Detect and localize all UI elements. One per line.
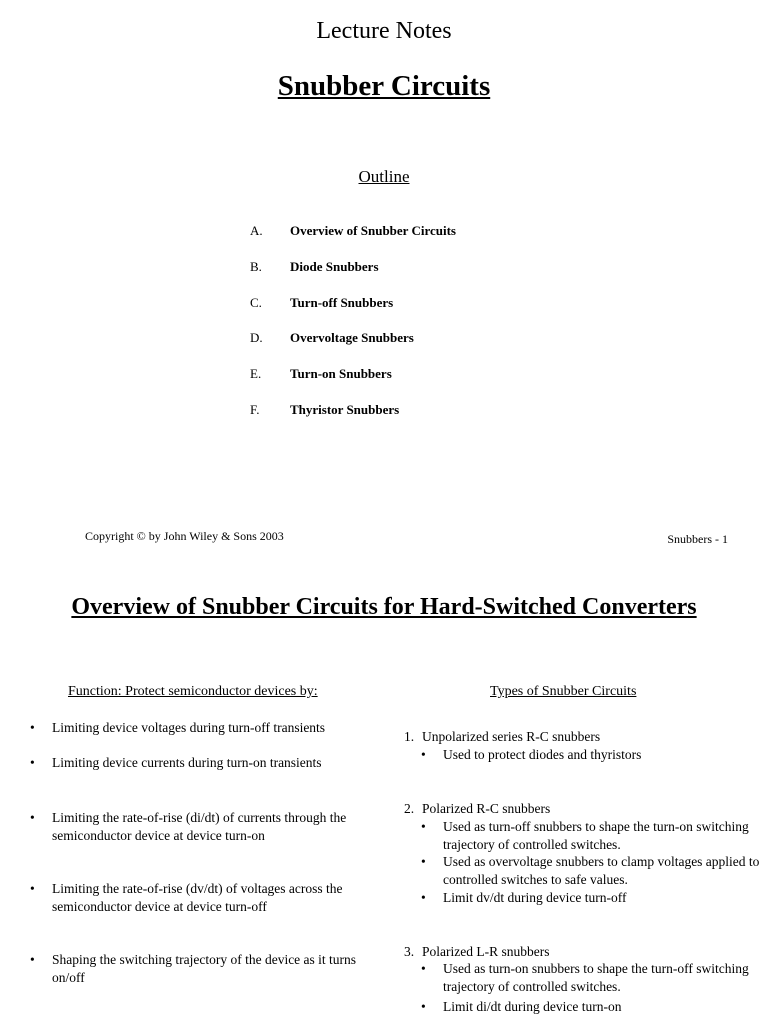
- outline-item: [250, 402, 399, 418]
- outline-item: [250, 330, 414, 346]
- bullet-icon: •: [421, 890, 426, 905]
- sub-text: Used as turn-on snubbers to shape the turn-off switching trajectory of controlled switches.: [443, 961, 749, 994]
- bullet-icon: •: [421, 961, 426, 976]
- type-number: 1.: [404, 729, 415, 744]
- outline-letter: C.: [250, 295, 262, 310]
- bullet-icon: •: [30, 952, 35, 967]
- outline-item: [250, 366, 392, 382]
- type-sub-bullet: [421, 818, 763, 854]
- sub-text: Used as overvoltage snubbers to clamp voltages applied to controlled switches to safe values.: [443, 854, 760, 887]
- bullet-icon: •: [30, 755, 35, 770]
- function-bullet: [30, 719, 392, 737]
- page-title: Snubber Circuits: [277, 70, 491, 102]
- outline-text: Turn-off Snubbers: [290, 295, 394, 310]
- bullet-icon: •: [30, 720, 35, 735]
- outline-text: Thyristor Snubbers: [290, 402, 400, 417]
- type-text: Unpolarized series R-C snubbers: [422, 729, 601, 744]
- type-sub-bullet: [421, 853, 763, 889]
- type-text: Polarized L-R snubbers: [422, 944, 550, 959]
- outline-letter: B.: [250, 259, 262, 274]
- page-label: Snubbers - 1: [667, 532, 728, 546]
- function-text: Limiting the rate-of-rise (dv/dt) of voltages across the semiconductor device at device turn-off: [52, 881, 343, 914]
- type-text: Polarized R-C snubbers: [422, 801, 551, 816]
- lecture-notes-header: Lecture Notes: [316, 18, 452, 44]
- bullet-icon: •: [30, 810, 35, 825]
- outline-text: Overvoltage Snubbers: [290, 330, 414, 345]
- type-sub-bullet: [421, 746, 763, 764]
- sub-text: Used as turn-off snubbers to shape the turn-on switching trajectory of controlled switches.: [443, 819, 749, 852]
- function-text: Shaping the switching trajectory of the device as it turns on/off: [52, 952, 357, 985]
- bullet-icon: •: [421, 854, 426, 869]
- outline-letter: A.: [250, 223, 263, 238]
- outline-item: [250, 259, 379, 275]
- outline-letter: D.: [250, 330, 263, 345]
- snubber-type-item: [404, 800, 744, 818]
- function-bullet: [30, 880, 392, 916]
- outline-item: [250, 295, 393, 311]
- function-bullet: [30, 951, 392, 987]
- bullet-icon: •: [421, 819, 426, 834]
- bullet-icon: •: [421, 999, 426, 1014]
- snubber-type-item: [404, 728, 744, 746]
- function-heading: Function: Protect semiconductor devices by:: [68, 684, 318, 699]
- type-number: 3.: [404, 944, 415, 959]
- outline-item: [250, 223, 456, 239]
- outline-text: Diode Snubbers: [290, 259, 379, 274]
- function-bullet: [30, 754, 392, 772]
- sub-text: Limit di/dt during device turn-on: [443, 999, 622, 1014]
- type-sub-bullet: [421, 998, 763, 1016]
- type-number: 2.: [404, 801, 415, 816]
- outline-text: Turn-on Snubbers: [290, 366, 392, 381]
- slide-title: Overview of Snubber Circuits for Hard-Switched Converters: [71, 594, 697, 620]
- function-text: Limiting the rate-of-rise (di/dt) of currents through the semiconductor device at device turn-on: [52, 810, 347, 843]
- bullet-icon: •: [30, 881, 35, 896]
- sub-text: Limit dv/dt during device turn-off: [443, 890, 627, 905]
- copyright-notice: Copyright © by John Wiley & Sons 2003: [85, 529, 284, 543]
- type-sub-bullet: [421, 889, 763, 907]
- sub-text: Used to protect diodes and thyristors: [443, 747, 642, 762]
- outline-letter: E.: [250, 366, 262, 381]
- outline-heading: Outline: [358, 167, 410, 186]
- snubber-type-item: [404, 943, 744, 961]
- type-sub-bullet: [421, 960, 763, 996]
- function-text: Limiting device currents during turn-on transients: [52, 755, 322, 770]
- outline-text: Overview of Snubber Circuits: [290, 223, 456, 238]
- bullet-icon: •: [421, 747, 426, 762]
- outline-letter: F.: [250, 402, 260, 417]
- function-bullet: [30, 809, 392, 845]
- types-heading: Types of Snubber Circuits: [490, 684, 637, 699]
- function-text: Limiting device voltages during turn-off transients: [52, 720, 326, 735]
